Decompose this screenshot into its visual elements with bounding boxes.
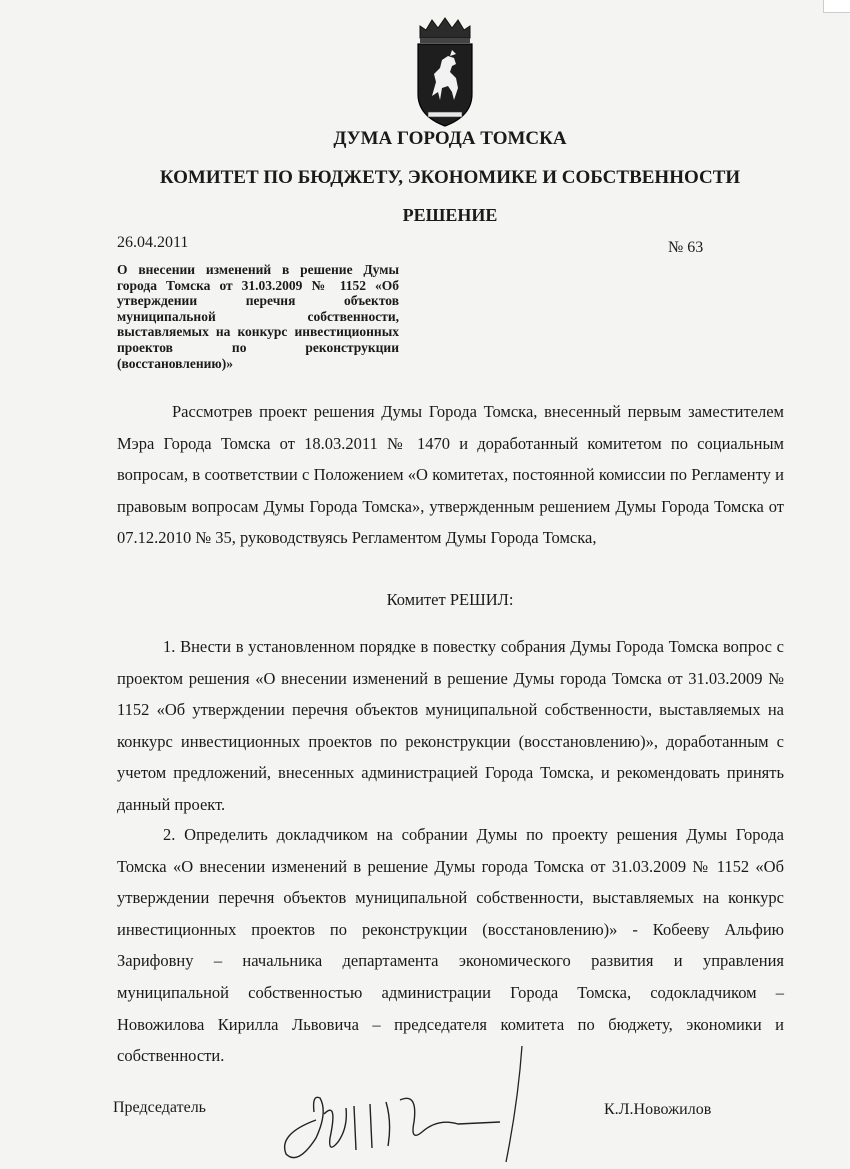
resolved-heading: Комитет РЕШИЛ: bbox=[386, 590, 514, 609]
chairman-title: Председатель bbox=[113, 1099, 206, 1116]
organization-title: ДУМА ГОРОДА ТОМСКА bbox=[333, 128, 567, 149]
handwritten-signature bbox=[268, 1042, 528, 1169]
document-type: РЕШЕНИЕ bbox=[402, 205, 498, 225]
decision-date: 26.04.2011 bbox=[117, 234, 189, 251]
chairman-name: К.Л.Новожилов bbox=[604, 1101, 712, 1118]
resolution-item-1: 1. Внести в установленном порядке в повестку собрания Думы Города Томска вопрос с проектом решения «О внесении изменений в решение Думы города Томска от 31.03.2009 № 1152 «Об утверждении перечня объектов муниципальной собственности, выставляемых на конкурс инвестиционных проектов по реконструкции (восстановлению)», доработанным с учетом предложений, внесенных администрацией Города Томска, и рекомендовать принять данный проект. bbox=[117, 637, 784, 814]
decision-subject: О внесении изменений в решение Думы города Томска от 31.03.2009 № 1152 «Об утверждении перечня объектов муниципальной собственности, выставляемых на конкурс инвестиционных проектов по реконструкции (восстановлению)» bbox=[117, 262, 399, 371]
scan-corner bbox=[823, 0, 850, 13]
resolution-item-2: 2. Определить докладчиком на собрании Думы по проекту решения Думы Города Томска «О внесении изменений в решение Думы города Томска от 31.03.2009 № 1152 «Об утверждении перечня объектов муниципальной собственности, выставляемых на конкурс инвестиционных проектов по реконструкции (восстановлению)» - Кобееву Альфию Зарифовну – начальника департамента экономического развития и управления муниципальной собственностью администрации Города Томска, содокладчиком – Новожилова Кирилла Львовича – председателя комитета по бюджету, экономики и собственности. bbox=[117, 825, 784, 1066]
tomsk-coat-of-arms-icon bbox=[412, 16, 478, 130]
committee-title: КОМИТЕТ ПО БЮДЖЕТУ, ЭКОНОМИКЕ И СОБСТВЕННОСТИ bbox=[159, 167, 741, 188]
intro-paragraph: Рассмотрев проект решения Думы Города Томска, внесенный первым заместителем Мэра Города Томска от 18.03.2011 № 1470 и доработанный комитетом по социальным вопросам, в соответствии с Положением «О комитетах, постоянной комиссии по Регламенту и правовым вопросам Думы Города Томска», утвержденным решением Думы Города Томска от 07.12.2010 № 35, руководствуясь Регламентом Думы Города Томска, bbox=[117, 402, 784, 548]
decision-number: № 63 bbox=[668, 239, 704, 256]
